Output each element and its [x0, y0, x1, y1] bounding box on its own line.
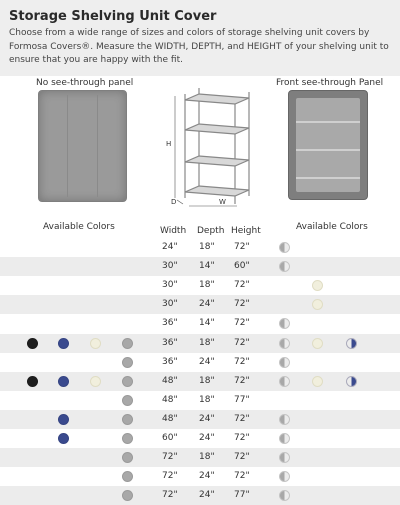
depth-cell: 24" — [199, 471, 215, 482]
navy-half-swatch-icon — [346, 338, 357, 349]
height-cell: 72" — [234, 337, 250, 348]
depth-cell: 24" — [199, 433, 215, 443]
table-row — [0, 257, 400, 276]
depth-cell: 18" — [199, 242, 215, 252]
height-cell: 72" — [234, 299, 250, 310]
gray-swatch-icon — [122, 452, 133, 463]
width-marker: W — [219, 198, 226, 206]
table-row — [0, 486, 400, 505]
black-swatch-icon — [27, 338, 38, 349]
available-colors-heading-left: Available Colors — [43, 222, 115, 232]
navy-half-swatch-icon — [346, 376, 357, 387]
table-row — [0, 314, 400, 333]
table-row — [0, 353, 400, 372]
gray-half-swatch-icon — [279, 318, 290, 329]
table-row — [0, 429, 400, 448]
depth-cell: 18" — [199, 452, 215, 463]
table-row — [0, 448, 400, 467]
height-cell: 72" — [234, 471, 250, 482]
table-row — [0, 372, 400, 391]
cream-swatch-icon — [312, 299, 323, 310]
gray-half-swatch-icon — [279, 338, 290, 349]
width-cell: 30" — [162, 280, 178, 291]
width-cell: 48" — [162, 394, 178, 405]
gray-swatch-icon — [122, 357, 133, 368]
height-cell: 77" — [234, 490, 250, 501]
width-cell: 60" — [162, 433, 178, 443]
depth-cell: 14" — [199, 318, 215, 329]
table-row — [0, 295, 400, 314]
page-title: Storage Shelving Unit Cover — [9, 9, 217, 24]
column-height-header: Height — [231, 226, 261, 236]
height-cell: 77" — [234, 394, 250, 405]
gray-half-swatch-icon — [279, 242, 290, 253]
depth-cell: 18" — [199, 375, 215, 386]
table-row — [0, 467, 400, 486]
navy-swatch-icon — [58, 376, 69, 387]
width-cell: 72" — [162, 452, 178, 463]
available-colors-heading-right: Available Colors — [296, 222, 368, 232]
cream-swatch-icon — [312, 280, 323, 291]
width-cell: 36" — [162, 337, 178, 348]
see-through-panel-label: Front see-through Panel — [276, 78, 384, 88]
gray-half-swatch-icon — [279, 452, 290, 463]
navy-swatch-icon — [58, 338, 69, 349]
height-cell: 72" — [234, 413, 250, 424]
height-cell: 72" — [234, 375, 250, 386]
width-cell: 36" — [162, 318, 178, 329]
gray-half-swatch-icon — [279, 433, 290, 444]
table-row — [0, 391, 400, 410]
table-row — [0, 334, 400, 353]
height-cell: 72" — [234, 356, 250, 367]
header-banner — [0, 0, 400, 76]
cream-swatch-icon — [312, 338, 323, 349]
gray-swatch-icon — [122, 414, 133, 425]
cream-swatch-icon — [90, 338, 101, 349]
height-cell: 72" — [234, 242, 250, 252]
depth-cell: 24" — [199, 356, 215, 367]
height-cell: 72" — [234, 452, 250, 463]
depth-cell: 24" — [199, 413, 215, 424]
height-marker: H — [166, 140, 172, 148]
table-row — [0, 410, 400, 429]
width-cell: 30" — [162, 261, 178, 272]
gray-swatch-icon — [122, 395, 133, 406]
gray-half-swatch-icon — [279, 376, 290, 387]
depth-cell: 24" — [199, 299, 215, 310]
depth-cell: 18" — [199, 394, 215, 405]
gray-half-swatch-icon — [279, 414, 290, 425]
depth-cell: 14" — [199, 261, 215, 272]
navy-swatch-icon — [58, 414, 69, 425]
column-width-header: Width — [160, 226, 187, 236]
table-row — [0, 276, 400, 295]
gray-swatch-icon — [122, 471, 133, 482]
height-cell: 72" — [234, 280, 250, 291]
depth-cell: 18" — [199, 280, 215, 291]
width-cell: 72" — [162, 490, 178, 501]
navy-swatch-icon — [58, 433, 69, 444]
height-cell: 72" — [234, 318, 250, 329]
gray-swatch-icon — [122, 376, 133, 387]
width-cell: 48" — [162, 375, 178, 386]
cream-swatch-icon — [90, 376, 101, 387]
no-panel-label: No see-through panel — [36, 78, 134, 88]
gray-half-swatch-icon — [279, 471, 290, 482]
gray-half-swatch-icon — [279, 357, 290, 368]
depth-cell: 24" — [199, 490, 215, 501]
depth-marker: D — [171, 198, 177, 206]
height-cell: 72" — [234, 433, 250, 443]
width-cell: 30" — [162, 299, 178, 310]
black-swatch-icon — [27, 376, 38, 387]
width-cell: 36" — [162, 356, 178, 367]
cream-swatch-icon — [312, 376, 323, 387]
wire-shelf-diagram — [163, 86, 263, 208]
depth-cell: 18" — [199, 337, 215, 348]
gray-swatch-icon — [122, 338, 133, 349]
cover-see-through-image — [288, 90, 368, 200]
page-description: Choose from a wide range of sizes and colors of storage shelving unit covers by Formosa Covers®. Measure the WIDTH, DEPTH, and HEIGHT of your shelving unit to ensure that you are happy with the fit. — [9, 28, 389, 65]
gray-half-swatch-icon — [279, 261, 290, 272]
width-cell: 72" — [162, 471, 178, 482]
height-cell: 60" — [234, 261, 250, 272]
cover-no-panel-image — [38, 90, 127, 202]
column-depth-header: Depth — [197, 226, 225, 236]
width-cell: 24" — [162, 242, 178, 252]
table-row — [0, 238, 400, 257]
gray-swatch-icon — [122, 433, 133, 444]
width-cell: 48" — [162, 413, 178, 424]
